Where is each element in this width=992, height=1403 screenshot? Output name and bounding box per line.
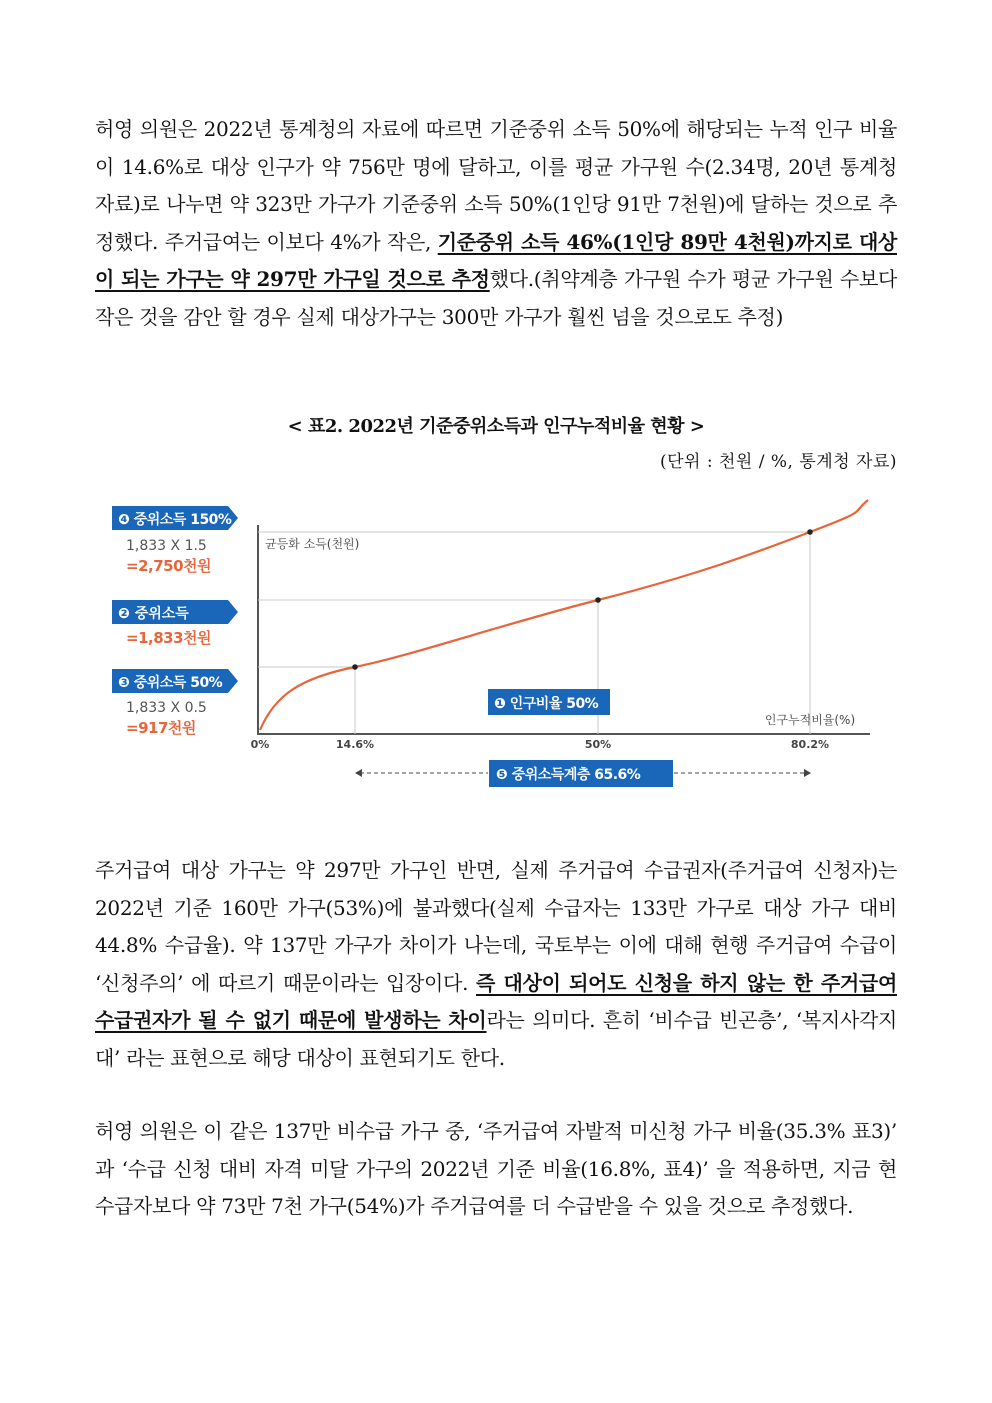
y-axis-label: 균등화 소득(천원) — [265, 537, 360, 551]
badge-150-text: ❹ 중위소득 150% — [118, 512, 232, 528]
calc-150: 1,833 X 1.5 — [126, 538, 207, 554]
x-tick-50: 50% — [584, 738, 612, 751]
badge-pop50-text: ❶ 인구비율 50% — [494, 696, 599, 712]
income-chart — [100, 490, 880, 800]
table-title: < 표2. 2022년 기준중위소득과 인구누적비율 현황 > — [287, 416, 705, 437]
x-tick-0: 0% — [250, 738, 270, 751]
calc-50: 1,833 X 0.5 — [126, 700, 207, 716]
unit-note: (단위 : 천원 / %, 통계청 자료) — [660, 452, 897, 472]
paragraph-estimate: 허영 의원은 이 같은 137만 비수급 가구 중, ‘주거급여 자발적 미신청 가구 비율(35.3% 표3)’ 과 ‘수급 신청 대비 자격 미달 가구의 2022년 기준 비율(16.8%, 표4)’ 을 적용하면, 지금 현 수급자보다 약 73만 7천 가구(54%)가 주거급여를 더 수급받을 수 있을 것으로 추정했다. — [95, 1119, 897, 1218]
badge-50-text: ❸ 중위소득 50% — [118, 675, 223, 691]
paragraph-text: 주거급여 대상 가구는 약 297만 가구인 반면, 실제 주거급여 수급권자(주거급여 신청자)는 2022년 기준 160만 가구(53%)에 불과했다(실제 수급자는 133만 가구로 대상 가구 대비 44.8% 수급율). 약 137만 가구가 차이가 나는데, 국토부는 이에 대해 현행 주거급여 수급이 ‘신청주의’ 에 따르기 때문이라는 입장이다. — [95, 858, 897, 995]
paragraph-intro — [95, 111, 897, 336]
badge-range-text: ❺ 중위소득계층 65.6% — [496, 767, 641, 783]
point-14 — [352, 664, 358, 670]
point-80 — [807, 529, 813, 535]
value-50: =917천원 — [126, 719, 196, 737]
paragraph-text: 했다.(취약계층 가구원 수가 평균 가구원 수보다 작은 것을 감안 할 경우 실제 대상가구는 300만 가구가 훨씬 넘을 것으로도 추정) — [95, 267, 897, 329]
point-50 — [595, 597, 601, 603]
underlined-emphasis: 기준중위 소득 46%(1인당 89만 4천원)까지로 대상이 되는 가구는 약 297만 가구일 것으로 추정 — [95, 229, 897, 291]
x-tick-14: 14.6% — [335, 738, 375, 751]
x-axis-label: 인구누적비율(%) — [764, 713, 856, 727]
paragraph-text: 허영 의원은 2022년 통계청의 자료에 따르면 기준중위 소득 50%에 해당되는 누적 인구 비율이 14.6%로 대상 인구가 약 756만 명에 달하고, 이를 평균 가구원 수(2.34명, 20년 통계청 자료)로 나누면 약 323만 가구가 기준중위 소득 50%(1인당 91만 7천원)에 달하는 것으로 추정했다. 주거급여는 이보다 4%가 작은, — [95, 117, 897, 254]
underlined-emphasis: 즉 대상이 되어도 신청을 하지 않는 한 주거급여 수급권자가 될 수 없기 때문에 발생하는 차이 — [95, 970, 897, 1032]
badge-100-text: ❷ 중위소득 — [118, 606, 189, 622]
value-150: =2,750천원 — [126, 557, 211, 575]
paragraph-text: 라는 의미다. 흔히 ‘비수급 빈곤층’, ‘복지사각지대’ 라는 표현으로 해당 대상이 표현되기도 한다. — [95, 1008, 898, 1070]
value-100: =1,833천원 — [126, 629, 211, 647]
x-tick-80: 80.2% — [790, 738, 830, 751]
paragraph-gap — [95, 852, 897, 1077]
